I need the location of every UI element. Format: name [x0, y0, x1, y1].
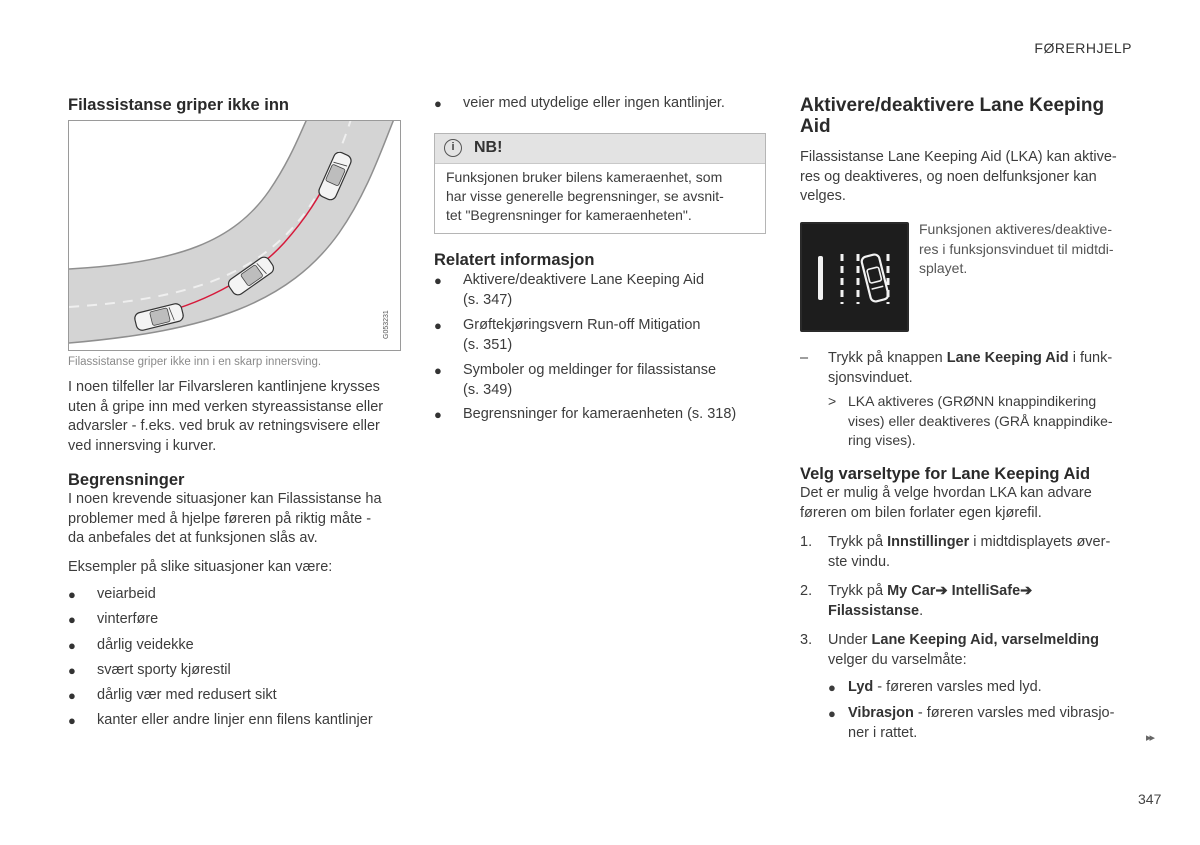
bullet-icon: ● — [828, 706, 836, 721]
step-2 — [800, 582, 1145, 621]
text-line: I noen tilfeller lar Filvarsleren kantlinjene krysses — [68, 379, 380, 395]
arrow-icon: ➔ — [1020, 583, 1033, 599]
bullet-icon: ● — [434, 363, 442, 378]
text-line: ner i rattet. — [848, 724, 918, 741]
text-line: sjonsvinduet. — [828, 369, 913, 386]
text-line: res og deaktiveres, og noen delfunksjoner kan — [800, 168, 1097, 185]
text-line: res i funksjonsvinduet til midtdi- — [919, 240, 1114, 257]
bullet-icon: ● — [68, 638, 76, 653]
text-line: Trykk på knappen Lane Keeping Aid i funk- — [828, 350, 1113, 366]
lka-function-button-image — [800, 222, 909, 332]
text-line: LKA aktiveres (GRØNN knappindikering — [848, 393, 1097, 409]
text-line: Det er mulig å velge hvordan LKA kan advare — [800, 485, 1092, 501]
text-line: advarsler - f.eks. ved bruk av retningsvisere eller — [68, 418, 380, 434]
text-line: vises) eller deaktiveres (GRÅ knappindike- — [848, 412, 1113, 429]
lane-keeping-aid-icon — [802, 224, 907, 330]
text-line: da anbefales det at funksjonen slås av. — [68, 530, 318, 546]
bold-term: Vibrasjon — [848, 705, 914, 721]
arrow-icon: ➔ — [935, 583, 948, 599]
related-link[interactable]: ● Begrensninger for kameraenheten (s. 318) — [434, 405, 764, 425]
text-line: Trykk på My Car➔ IntelliSafe➔ — [828, 583, 1033, 599]
step-1 — [800, 533, 1145, 572]
text-line: Filassistanse Lane Keeping Aid (LKA) kan aktive- — [800, 149, 1117, 165]
bold-term: Filassistanse — [828, 602, 920, 619]
bullet-icon: ● — [434, 318, 442, 333]
text-line: problemer med å hjelpe føreren på riktig måte - — [68, 510, 372, 527]
bullet-icon: ● — [434, 273, 442, 288]
text-line: har visse generelle begrensninger, se avsnit- — [446, 188, 724, 204]
bold-term: Lane Keeping Aid, varselmelding — [871, 632, 1100, 648]
text-line: velges. — [800, 188, 846, 204]
bold-term: Lane Keeping Aid — [946, 350, 1069, 366]
step-number: 3. — [800, 632, 813, 648]
note-box — [434, 133, 766, 234]
limits-paragraph — [68, 490, 408, 549]
examples-intro: Eksempler på slike situasjoner kan være: — [68, 559, 333, 575]
heading-line: Aid — [800, 116, 831, 137]
text-line: føreren om bilen forlater egen kjørefil. — [800, 504, 1042, 521]
text-line: tet "Begrensninger for kameraenheten". — [446, 207, 692, 223]
related-link[interactable]: ● Grøftekjøringsvern Run-off Mitigation (s. 351) — [434, 317, 701, 353]
bold-term: My Car — [887, 583, 936, 599]
text-line: Under Lane Keeping Aid, varselmelding — [828, 632, 1100, 648]
text-line: Filassistanse. — [828, 602, 924, 619]
note-title: NB! — [474, 139, 503, 156]
button-description — [919, 220, 1144, 279]
related-heading: Relatert informasjon — [434, 251, 595, 269]
activate-result — [828, 392, 1148, 451]
bullet-icon: ● — [434, 96, 442, 111]
note-text — [446, 168, 758, 225]
chapter-title: FØRERHJELP — [1034, 40, 1132, 56]
bullet-icon: ● — [68, 587, 76, 602]
bullet-icon: ● — [434, 407, 442, 422]
subsection-heading: Velg varseltype for Lane Keeping Aid — [800, 465, 1091, 483]
text-line: Vibrasjon - føreren varsles med vibrasjo- — [848, 705, 1115, 721]
text-line: Funksjonen bruker bilens kameraenhet, som — [446, 169, 723, 185]
intro-paragraph — [68, 378, 408, 456]
limits-heading: Begrensninger — [68, 471, 185, 489]
step-number: 1. — [800, 534, 813, 550]
text-line: I noen krevende situasjoner kan Filassistanse ha — [68, 491, 382, 507]
step-number: 2. — [800, 583, 813, 599]
bullet-icon: ● — [68, 688, 76, 703]
note-header — [435, 134, 765, 164]
activate-step — [800, 349, 1145, 388]
heading-line: Aktivere/deaktivere Lane Keeping — [800, 95, 1105, 116]
text-line: Trykk på Innstillinger i midtdisplayets øver- — [828, 534, 1111, 550]
bold-term: Innstillinger — [887, 534, 970, 550]
related-link[interactable]: ● Aktivere/deaktivere Lane Keeping Aid (s. 347) — [434, 272, 705, 308]
option-vibration — [828, 704, 1148, 743]
bullet-icon: ● — [68, 713, 76, 728]
page-number: 347 — [1138, 791, 1162, 807]
related-link[interactable]: ● Symboler og meldinger for filassistanse (s. 349) — [434, 362, 717, 398]
subsection-paragraph — [800, 484, 1145, 523]
lane-assist-illustration — [68, 120, 401, 351]
right-intro — [800, 148, 1140, 207]
text-line: velger du varselmåte: — [828, 651, 967, 668]
main-heading — [800, 95, 1104, 137]
bold-term: Lyd — [848, 679, 874, 695]
dash-marker: – — [800, 350, 809, 366]
info-icon: i — [444, 139, 462, 157]
text-line: Lyd - føreren varsles med lyd. — [848, 679, 1042, 695]
illustration-code: G053231 — [383, 310, 390, 339]
text-line: ved innersving i kurver. — [68, 437, 217, 454]
text-line: ste vindu. — [828, 553, 891, 570]
bullet-icon: ● — [68, 612, 76, 627]
illustration-caption: Filassistanse griper ikke inn i en skarp innersving. — [68, 356, 322, 368]
option-sound — [828, 678, 1148, 698]
bullet-icon: ● — [828, 680, 836, 695]
bullet-icon: ● — [68, 663, 76, 678]
text-line: ring vises). — [848, 432, 916, 448]
continued-icon: ▸▸ — [1146, 732, 1154, 744]
text-line: uten å gripe inn med verken styreassistanse eller — [68, 398, 384, 415]
bold-term: IntelliSafe — [947, 583, 1021, 599]
result-marker: > — [828, 393, 837, 409]
text-line: Funksjonen aktiveres/deaktive- — [919, 221, 1112, 237]
text-line: splayet. — [919, 260, 968, 276]
curve-road-diagram — [69, 121, 401, 351]
step-3 — [800, 631, 1145, 670]
section-heading: Filassistanse griper ikke inn — [68, 96, 290, 114]
